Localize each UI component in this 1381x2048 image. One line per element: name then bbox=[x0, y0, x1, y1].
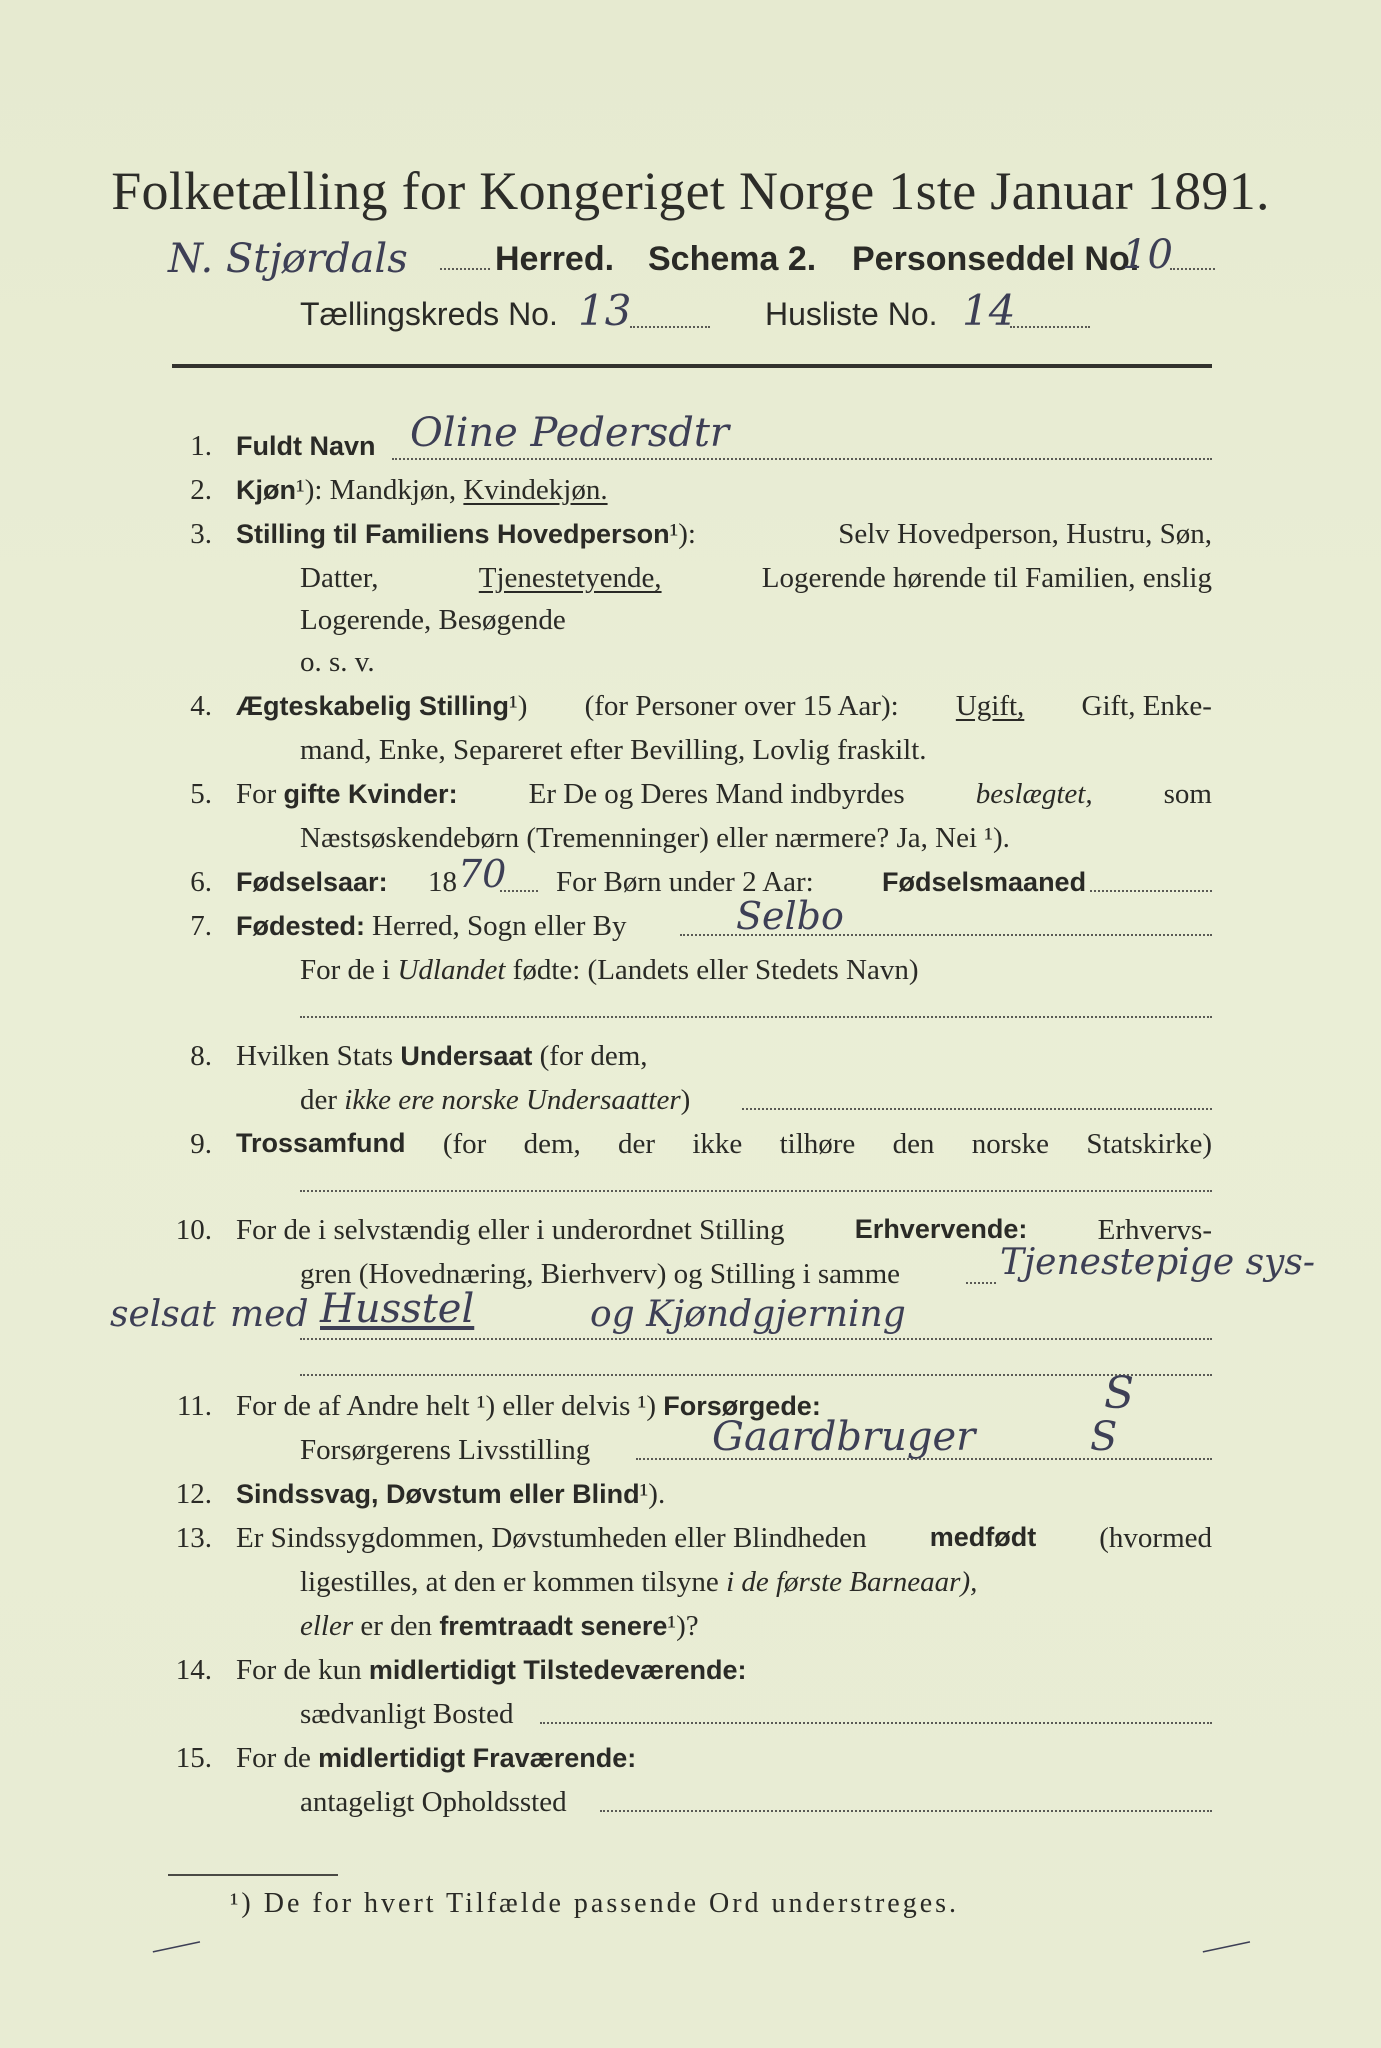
supported-label: Forsørgede: bbox=[663, 1391, 821, 1421]
herred-label: Herred. bbox=[495, 240, 615, 278]
taellingskreds-number: 13 bbox=[578, 286, 632, 335]
later-onset-label: fremtraadt senere bbox=[439, 1611, 668, 1641]
full-name-label: Fuldt Navn bbox=[236, 431, 376, 461]
herred-name: N. Stjørdals bbox=[168, 236, 408, 282]
footnote-rule bbox=[168, 1874, 338, 1876]
occupation-label: Erhvervende: bbox=[854, 1214, 1028, 1244]
form-title: Folketælling for Kongeriget Norge 1ste Januar 1891. bbox=[111, 161, 1270, 221]
congenital-label: medfødt bbox=[929, 1522, 1037, 1552]
sex-selected: Kvindekjøn. bbox=[463, 474, 608, 506]
supported-mark: S bbox=[1104, 1368, 1135, 1419]
taellingskreds-label: Tællingskreds No. bbox=[300, 296, 558, 332]
husliste-label: Husliste No. bbox=[765, 296, 938, 332]
personseddel-number: 10 bbox=[1122, 232, 1173, 278]
birthplace-label: Fødested: bbox=[236, 911, 366, 941]
birth-year-label: Fødselsaar: bbox=[236, 867, 388, 897]
husliste-number: 14 bbox=[962, 286, 1016, 335]
header-rule bbox=[172, 364, 1212, 368]
pen-mark-left: ⸺ bbox=[147, 1924, 205, 1967]
birth-month-label: Fødselsmaaned bbox=[882, 867, 1087, 897]
pen-mark-right: ⸺ bbox=[1197, 1924, 1255, 1967]
footnote: ¹) De for hvert Tilfælde passende Ord understreges. bbox=[230, 1888, 960, 1919]
religion-label: Trossamfund bbox=[236, 1128, 406, 1158]
family-position-label: Stilling til Familiens Hovedperson bbox=[236, 519, 670, 549]
temporary-absent-label: midlertidigt Fraværende: bbox=[318, 1743, 637, 1773]
marital-status-selected: Ugift, bbox=[955, 690, 1025, 722]
temporary-present-label: midlertidigt Tilstedeværende: bbox=[368, 1655, 747, 1685]
schema-label: Schema 2. bbox=[648, 240, 817, 278]
sex-label: Kjøn bbox=[236, 475, 296, 505]
provider-occupation-answer: Gaardbruger bbox=[712, 1414, 976, 1460]
family-position-selected: Tjenestetyende, bbox=[478, 562, 662, 594]
birthplace-answer: Selbo bbox=[736, 894, 844, 938]
birth-year-answer: 70 bbox=[458, 852, 507, 896]
citizenship-label: Undersaat bbox=[400, 1041, 533, 1071]
personseddel-label: Personseddel No. bbox=[852, 240, 1140, 278]
marital-status-label: Ægteskabelig Stilling bbox=[236, 691, 510, 721]
married-women-label: gifte Kvinder: bbox=[283, 779, 458, 809]
full-name-answer: Oline Pedersdtr bbox=[410, 410, 730, 456]
occupation-answer-line1: Tjenestepige sys- bbox=[1000, 1242, 1316, 1283]
census-form: Folketælling for Kongeriget Norge 1ste Januar 1891. N. Stjørdals Herred. Schema 2. Personseddel No. 10 Tællingskreds No. 13 Husliste No. 14 1. Fuldt Navn Oline Pedersdtr 2. Kjøn¹): Mandkjøn, Kvindekjøn. 3. Stilling til Familiens Hovedperson¹): Selv Hovedperson, Hustru, Søn, Datter, Tjenestetyende, Logerende hørende til Familien, enslig Logerende, Besøgende o. s. v. 4. Ægteskabelig Stilling¹) (for Personer over 15 Aar): Ugift, Gift, Enke- mand, Enke, Separeret efter Bevilling, Lovlig fraskilt. 5. For gifte Kvinder: Er De og Deres Mand indbyrdes beslægtet, som Næstsøskendebørn (Tremenninger) eller nærmere? Ja, Nei ¹). 6. Fødselsaar: 18 70 For Børn under 2 Aar: Fødselsmaaned 7. Fødested: Herred, Sogn eller By Selbo For de i Udlandet fødte: (Landets eller Stedets Navn) 8. Hvilken Stats Undersaat (for dem, der ikke ere norske Undersaatter) 9. Trossamfund (for dem, der ikke tilhøre den norske Statskirke) 10. For de i selvstændig eller i underordnet Stilling Erhvervende: Erhvervs- gren (Hovednæring, Bierhverv) og Stilling i samme Tjenestepige sys- selsat med Husstel og Kjøndgjerning 11. For de af Andre helt ¹) eller delvis ¹) Forsørgede: S Forsørgerens Livsstilling Gaardbruger S 12. Sindssvag, Døvstum eller Blind¹). 13. Er Sindssygdommen, Døvstumheden eller Blindheden medfødt (hvormed ligestilles, at den er kommen tilsyne i de første Barneaar), eller er den fremtraadt senere¹)? 14. For de kun midlertidigt Tilstedeværende: sædvanligt Bosted 15. For de midlertidigt Fraværende: antageligt Opholdssted ¹) De for hvert Tilfælde passende Ord understreges. ⸺ ⸺ bbox=[0, 0, 1381, 2048]
disability-label: Sindssvag, Døvstum eller Blind bbox=[236, 1479, 640, 1509]
